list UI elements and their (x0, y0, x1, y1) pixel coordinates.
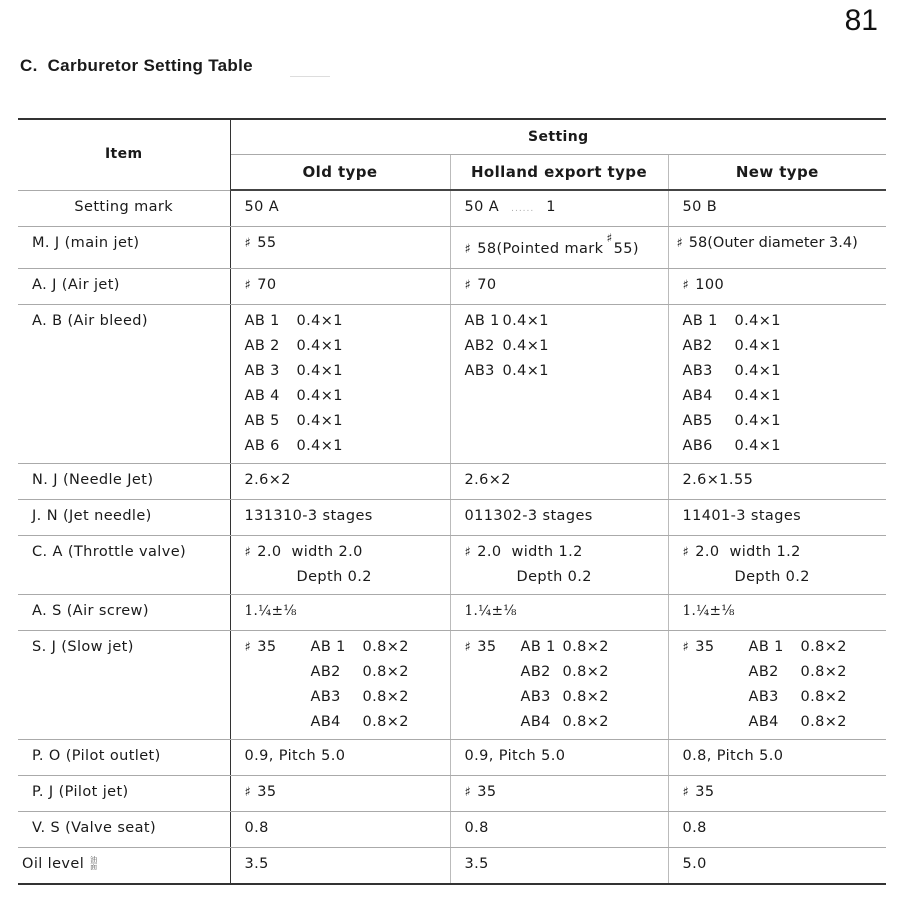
cell-new (668, 227, 886, 269)
table-row-slow-jet (18, 631, 886, 740)
header-setting: Setting (230, 119, 886, 155)
air-bleed-key: AB2 (464, 338, 495, 354)
sharp-icon: ♯ (682, 545, 690, 560)
table-row-valve-seat (18, 812, 886, 848)
air-bleed-key: AB6 (682, 438, 713, 454)
sharp-icon: ♯ (244, 278, 252, 293)
row-label: J. N (Jet needle) (18, 500, 230, 536)
slow-jet-value: 0.8×2 (562, 639, 609, 655)
air-bleed-value: 0.4×1 (734, 338, 781, 354)
row-label: A. J (Air jet) (18, 269, 230, 305)
slow-jet-key: AB3 (520, 689, 551, 705)
scan-artifact-line (290, 76, 330, 77)
slow-jet-grid (683, 635, 887, 735)
air-bleed-key: AB 1 (464, 313, 500, 329)
slow-jet-value: 0.8×2 (800, 664, 847, 680)
sharp-icon: ♯ (682, 785, 690, 800)
slow-jet-value: 0.8×2 (362, 664, 409, 680)
cell-holland: 011302-3 stages (450, 500, 668, 536)
holland-mark-main: 50 A (464, 199, 500, 215)
slow-jet-grid (465, 635, 668, 735)
value: 70 (257, 277, 277, 293)
cell-old (230, 536, 450, 595)
air-bleed-entry (465, 309, 668, 334)
air-bleed-value: 0.4×1 (734, 313, 781, 329)
cell-new: 11401-3 stages (668, 500, 886, 536)
table-row-jet-needle (18, 500, 886, 536)
value: 58(Outer diameter 3.4) (688, 235, 858, 251)
slow-jet-value: 0.8×2 (562, 714, 609, 730)
air-bleed-value: 0.4×1 (296, 363, 343, 379)
air-bleed-key: AB3 (464, 363, 495, 379)
cell-old: 3.5 (230, 848, 450, 885)
value-line-2: Depth 0.2 (734, 569, 810, 585)
table-row-pilot-outlet (18, 740, 886, 776)
cell-old (230, 631, 450, 740)
header-old-type: Old type (230, 155, 450, 191)
width-value: 2.0 width 2.0 (257, 544, 363, 560)
air-bleed-value: 0.4×1 (734, 438, 781, 454)
value-line-1 (683, 540, 887, 565)
sharp-icon: ♯ (676, 236, 683, 251)
cell-old: 2.6×2 (230, 464, 450, 500)
cell-old (230, 227, 450, 269)
row-label: A. S (Air screw) (18, 595, 230, 631)
air-bleed-entry (683, 384, 887, 409)
air-bleed-entry (245, 409, 450, 434)
cell-new: 0.8, Pitch 5.0 (668, 740, 886, 776)
slow-jet-key: AB4 (520, 714, 551, 730)
air-bleed-key: AB 3 (244, 363, 280, 379)
sharp-icon: ♯ (464, 785, 472, 800)
air-bleed-key: AB 1 (244, 313, 280, 329)
air-bleed-entry (465, 334, 668, 359)
oil-level-mark (90, 857, 97, 871)
air-bleed-value: 0.4×1 (296, 413, 343, 429)
cell-holland: 2.6×2 (450, 464, 668, 500)
air-bleed-key: AB2 (682, 338, 713, 354)
cell-holland (450, 776, 668, 812)
sharp-icon: ♯ (464, 545, 472, 560)
slow-jet-number: 35 (477, 639, 497, 655)
cell-new (668, 631, 886, 740)
slow-jet-value: 0.8×2 (800, 689, 847, 705)
value: 35 (695, 784, 715, 800)
page-number: 81 (844, 4, 878, 37)
value-line-2: Depth 0.2 (296, 569, 372, 585)
slow-jet-key: AB2 (310, 664, 341, 680)
cell-holland (450, 631, 668, 740)
slow-jet-value: 0.8×2 (562, 664, 609, 680)
table-row-oil-level (18, 848, 886, 885)
cell-old: 50 A (230, 190, 450, 227)
cell-old: 131310-3 stages (230, 500, 450, 536)
sharp-icon: ♯ (464, 242, 472, 257)
row-label: S. J (Slow jet) (18, 631, 230, 740)
slow-jet-key: AB 1 (748, 639, 784, 655)
row-label: P. J (Pilot jet) (18, 776, 230, 812)
cell-holland (450, 305, 668, 464)
slow-jet-key: AB 1 (520, 639, 556, 655)
sharp-icon: ♯ (682, 640, 690, 655)
cell-new: 1.¼±⅛ (668, 595, 886, 631)
slow-jet-key: AB2 (520, 664, 551, 680)
slow-jet-key: AB3 (310, 689, 341, 705)
value: 55 (257, 235, 277, 251)
row-label: V. S (Valve seat) (18, 812, 230, 848)
slow-jet-number: 35 (695, 639, 715, 655)
cell-old: 0.8 (230, 812, 450, 848)
air-bleed-entry (683, 334, 887, 359)
header-item: Item (18, 119, 230, 190)
cell-holland: 1.¼±⅛ (450, 595, 668, 631)
slow-jet-value: 0.8×2 (562, 689, 609, 705)
air-bleed-entry (683, 359, 887, 384)
slow-jet-size (683, 635, 749, 660)
value: 70 (477, 277, 497, 293)
table-row-main-jet (18, 227, 886, 269)
air-bleed-value: 0.4×1 (502, 338, 549, 354)
holland-mark-dots: ...... (511, 204, 535, 214)
table-row-air-bleed (18, 305, 886, 464)
sharp-icon: ♯ (244, 640, 252, 655)
cell-old (230, 269, 450, 305)
width-value: 2.0 width 1.2 (477, 544, 583, 560)
cell-new: 50 B (668, 190, 886, 227)
sharp-icon: ♯ (464, 640, 472, 655)
sharp-icon-superscript: ♯ (606, 231, 613, 245)
cell-new: 0.8 (668, 812, 886, 848)
cell-old: 0.9, Pitch 5.0 (230, 740, 450, 776)
value-line-1 (245, 540, 450, 565)
row-label: A. B (Air bleed) (18, 305, 230, 464)
row-label: C. A (Throttle valve) (18, 536, 230, 595)
carburetor-setting-table (18, 118, 886, 885)
air-bleed-entry (245, 334, 450, 359)
section-letter: C. (20, 56, 38, 75)
table-row-air-screw (18, 595, 886, 631)
sharp-icon: ♯ (244, 236, 252, 251)
air-bleed-value: 0.4×1 (734, 413, 781, 429)
header-row-top (18, 119, 886, 155)
air-bleed-entry (245, 384, 450, 409)
slow-jet-key: AB 1 (310, 639, 346, 655)
cell-new (668, 305, 886, 464)
air-bleed-key: AB4 (682, 388, 713, 404)
value-tail: 55) (613, 241, 639, 257)
table-row-air-jet (18, 269, 886, 305)
air-bleed-key: AB3 (682, 363, 713, 379)
table-row-needle-jet (18, 464, 886, 500)
air-bleed-value: 0.4×1 (502, 313, 549, 329)
sharp-icon: ♯ (244, 545, 252, 560)
slow-jet-value: 0.8×2 (800, 714, 847, 730)
oil-mark-bottom: 面 (90, 863, 98, 871)
sharp-icon: ♯ (682, 278, 690, 293)
air-bleed-value: 0.4×1 (296, 388, 343, 404)
air-bleed-value: 0.4×1 (502, 363, 549, 379)
slow-jet-value: 0.8×2 (362, 689, 409, 705)
row-label: P. O (Pilot outlet) (18, 740, 230, 776)
row-label: M. J (main jet) (18, 227, 230, 269)
table-row-throttle-valve (18, 536, 886, 595)
cell-holland (450, 536, 668, 595)
cell-new: 5.0 (668, 848, 886, 885)
air-bleed-value: 0.4×1 (734, 363, 781, 379)
cell-holland: 0.9, Pitch 5.0 (450, 740, 668, 776)
slow-jet-number: 35 (257, 639, 277, 655)
slow-jet-key: AB3 (748, 689, 779, 705)
air-bleed-entry (683, 409, 887, 434)
holland-mark-suffix: 1 (546, 199, 556, 215)
cell-old (230, 305, 450, 464)
air-bleed-key: AB5 (682, 413, 713, 429)
air-bleed-value: 0.4×1 (296, 438, 343, 454)
cell-holland (450, 269, 668, 305)
value-main: 58(Pointed mark (477, 241, 604, 257)
air-bleed-entry (465, 359, 668, 384)
value: 35 (477, 784, 497, 800)
cell-holland: 3.5 (450, 848, 668, 885)
air-bleed-key: AB 4 (244, 388, 280, 404)
oil-level-label: Oil level (22, 856, 85, 872)
cell-new (668, 776, 886, 812)
table-row-setting-mark (18, 190, 886, 227)
section-title (20, 56, 253, 76)
slow-jet-grid (245, 635, 450, 735)
slow-jet-key: AB4 (310, 714, 341, 730)
air-bleed-entry (245, 359, 450, 384)
slow-jet-value: 0.8×2 (362, 714, 409, 730)
air-bleed-entry (245, 309, 450, 334)
air-bleed-entry (683, 434, 887, 459)
cell-new: 2.6×1.55 (668, 464, 886, 500)
row-label: N. J (Needle Jet) (18, 464, 230, 500)
air-bleed-entry (683, 309, 887, 334)
cell-holland (450, 227, 668, 269)
cell-holland: 0.8 (450, 812, 668, 848)
air-bleed-key: AB 5 (244, 413, 280, 429)
slow-jet-size (465, 635, 521, 660)
air-bleed-key: AB 6 (244, 438, 280, 454)
cell-new (668, 269, 886, 305)
header-holland-export-type: Holland export type (450, 155, 668, 191)
sharp-icon: ♯ (464, 278, 472, 293)
air-bleed-value: 0.4×1 (296, 338, 343, 354)
width-value: 2.0 width 1.2 (695, 544, 801, 560)
slow-jet-key: AB4 (748, 714, 779, 730)
table-row-pilot-jet (18, 776, 886, 812)
row-label (18, 848, 230, 885)
sharp-icon: ♯ (244, 785, 252, 800)
slow-jet-key: AB2 (748, 664, 779, 680)
slow-jet-size (245, 635, 311, 660)
value-line-1 (465, 540, 668, 565)
cell-holland (450, 190, 668, 227)
cell-old (230, 776, 450, 812)
slow-jet-value: 0.8×2 (362, 639, 409, 655)
section-title-text: Carburetor Setting Table (47, 56, 253, 75)
value: 100 (695, 277, 725, 293)
cell-old: 1.¼±⅛ (230, 595, 450, 631)
air-bleed-key: AB 1 (682, 313, 718, 329)
air-bleed-value: 0.4×1 (734, 388, 781, 404)
value: 35 (257, 784, 277, 800)
value-line-2: Depth 0.2 (516, 569, 592, 585)
air-bleed-key: AB 2 (244, 338, 280, 354)
cell-new (668, 536, 886, 595)
row-label: Setting mark (18, 190, 230, 227)
air-bleed-value: 0.4×1 (296, 313, 343, 329)
oil-mark-top: 油 (90, 856, 98, 864)
header-new-type: New type (668, 155, 886, 191)
slow-jet-value: 0.8×2 (800, 639, 847, 655)
air-bleed-entry (245, 434, 450, 459)
